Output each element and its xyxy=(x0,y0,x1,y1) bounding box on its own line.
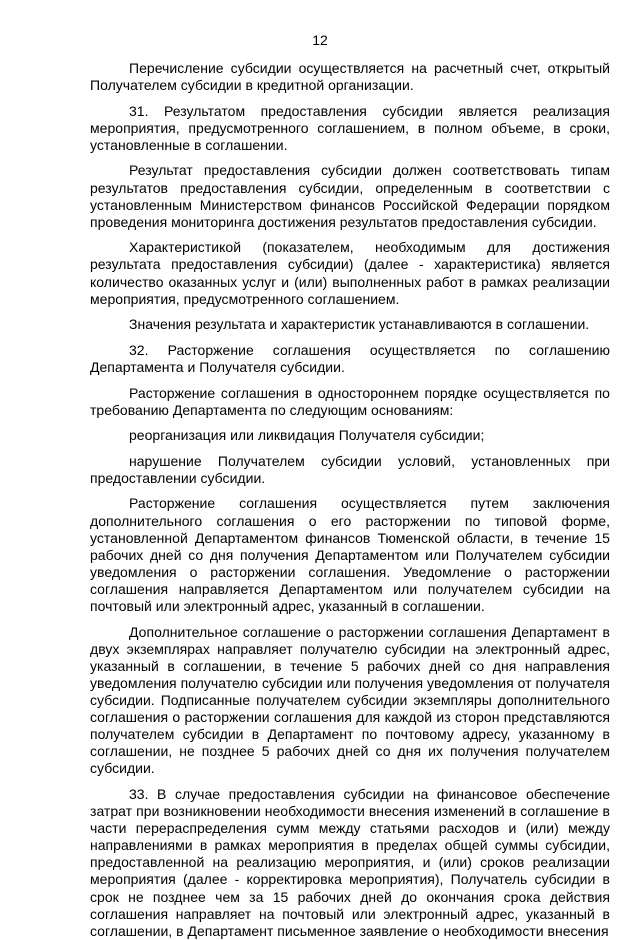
paragraph-transfer-account: Перечисление субсидии осуществляется на расчетный счет, открытый Получателем субсидии в кредитной организации. xyxy=(90,60,610,94)
paragraph-reorganization: реорганизация или ликвидация Получателя субсидии; xyxy=(129,427,485,444)
page-number: 12 xyxy=(312,32,328,48)
paragraph-values-established: Значения результата и характеристик устанавливаются в соглашении. xyxy=(129,316,590,333)
paragraph-termination-procedure: Расторжение соглашения осуществляется путем заключения дополнительного соглашения о его расторжении по типовой форме, установленной Департаментом финансов Тюменской области, в течение 15 рабочих дней со дня получения Департаментом или Получателем субсидии уведомления о расторжении соглашения. Уведомление о расторжении соглашения направляется Департаментом или получателем субсидии на почтовый или электронный адрес, указанный в соглашении. xyxy=(90,495,610,615)
paragraph-violation: нарушение Получателем субсидии условий, установленных при предоставлении субсидии. xyxy=(90,452,610,486)
paragraph-32-termination: 32. Расторжение соглашения осуществляется по соглашению Департамента и Получателя субсидии. xyxy=(90,341,610,375)
paragraph-characteristic: Характеристикой (показателем, необходимым для достижения результата предоставления субсидии) (далее - характеристика) является количество оказанных услуг и (или) выполненных работ в рамках реализации мероприятия, предусмотренного соглашением. xyxy=(90,239,610,307)
paragraph-unilateral-termination: Расторжение соглашения в одностороннем порядке осуществляется по требованию Департамента по следующим основаниям: xyxy=(90,384,610,418)
paragraph-33-adjustment: 33. В случае предоставления субсидии на финансовое обеспечение затрат при возникновении необходимости внесения изменений в соглашение в части перераспределения сумм между статьями расходов и (или) между направлениями в рамках мероприятия в пределах общей суммы субсидии, предоставленной на реализацию мероприятия, и (или) сроков реализации мероприятия (далее - корректировка мероприятия), Получатель субсидии в срок не позднее чем за 15 рабочих дней до окончания срока действия соглашения направляет на почтовый или электронный адрес, указанный в соглашении, в Департамент письменное заявление о необходимости внесения xyxy=(90,785,610,939)
document-body xyxy=(90,60,610,940)
paragraph-result-types: Результат предоставления субсидии должен соответствовать типам результатов предоставления субсидии, определенным в соответствии с установленным Министерством финансов Российской Федерации порядком проведения мониторинга достижения результатов предоставления субсидии. xyxy=(90,162,610,230)
paragraph-additional-agreement: Дополнительное соглашение о расторжении соглашения Департамент в двух экземплярах направляет получателю субсидии на электронный адрес, указанный в соглашении, в течение 5 рабочих дней со дня направления уведомления получателю субсидии или получения уведомления от получателя субсидии. Подписанные получателем субсидии экземпляры дополнительного соглашения о расторжении соглашения для каждой из сторон представляются получателем субсидии в Департамент по почтовому адресу, указанному в соглашении, не позднее 5 рабочих дней со дня их получения получателем субсидии. xyxy=(90,623,610,777)
paragraph-31-result: 31. Результатом предоставления субсидии является реализация мероприятия, предусмотренного соглашением, в полном объеме, в сроки, установленные в соглашении. xyxy=(90,102,610,153)
